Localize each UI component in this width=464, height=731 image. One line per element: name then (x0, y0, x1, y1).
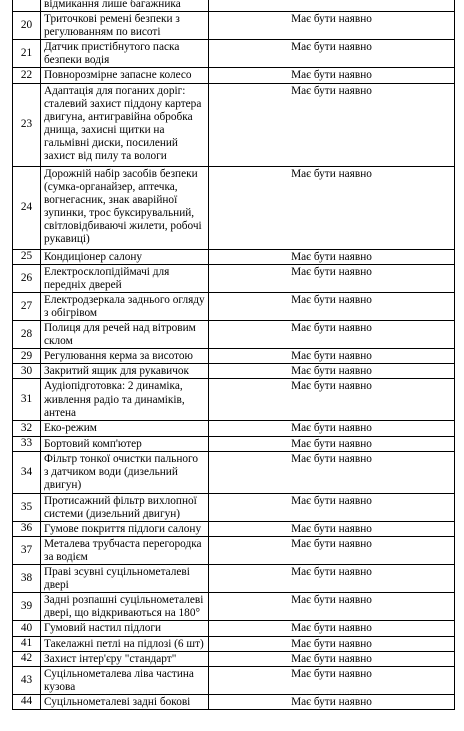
row-number: 30 (13, 364, 41, 379)
row-number: 27 (13, 292, 41, 320)
feature-description: Закритий ящик для рукавичок (41, 364, 209, 379)
row-number: 24 (13, 166, 41, 249)
feature-description: Гумовий настил підлоги (41, 621, 209, 636)
table-row (13, 521, 455, 536)
row-number: 33 (13, 436, 41, 451)
requirement-value: Має бути наявно (209, 68, 455, 83)
row-number: 38 (13, 565, 41, 593)
requirement-value: Має бути наявно (209, 621, 455, 636)
table-row (13, 536, 455, 564)
row-number: 22 (13, 68, 41, 83)
table-row (13, 12, 455, 40)
row-number: 21 (13, 40, 41, 68)
requirement-value: Має бути наявно (209, 666, 455, 694)
feature-description: Задні розпашні суцільнометалеві двері, що відкриваються на 180° (41, 593, 209, 621)
table-row (13, 621, 455, 636)
table-row (13, 249, 455, 264)
feature-description: Захист інтер'єру "стандарт" (41, 651, 209, 666)
row-number: 20 (13, 12, 41, 40)
requirement-value: Має бути наявно (209, 166, 455, 249)
row-number: 35 (13, 493, 41, 521)
requirement-value: Має бути наявно (209, 521, 455, 536)
feature-description: Триточкові ремені безпеки з регулюванням по висоті (41, 12, 209, 40)
table-row (13, 436, 455, 451)
requirement-value: Має бути наявно (209, 349, 455, 364)
row-number: 32 (13, 421, 41, 436)
requirement-value: Має бути наявно (209, 593, 455, 621)
row-number: 37 (13, 536, 41, 564)
requirement-value: Має бути наявно (209, 379, 455, 421)
requirement-value: Має бути наявно (209, 493, 455, 521)
feature-description: Адаптація для поганих доріг: сталевий захист піддону картера двигуна, антигравійна обробка днища, захисні щитки на гальмівні диски, посилений захист від пилу та вологи (41, 83, 209, 166)
requirement-value: Має бути наявно (209, 292, 455, 320)
feature-description: Кондиціонер салону (41, 249, 209, 264)
requirement-value: Має бути наявно (209, 694, 455, 709)
table-row (13, 264, 455, 292)
requirement-value: Має бути наявно (209, 249, 455, 264)
requirement-value: Має бути наявно (209, 364, 455, 379)
table-row (13, 364, 455, 379)
row-number: 36 (13, 521, 41, 536)
table-row (13, 451, 455, 493)
table-row (13, 83, 455, 166)
table-row (13, 40, 455, 68)
row-number: 44 (13, 694, 41, 709)
table-row (13, 666, 455, 694)
requirement-value: Має бути наявно (209, 451, 455, 493)
table-row (13, 292, 455, 320)
feature-description: Металева трубчаста перегородка за водієм (41, 536, 209, 564)
row-number: 40 (13, 621, 41, 636)
feature-description: Регулювання керма за висотою (41, 349, 209, 364)
feature-description: Протисажний фільтр вихлопної системи (дизельний двигун) (41, 493, 209, 521)
table-row (13, 593, 455, 621)
feature-description: Електросклопідіймачі для передніх дверей (41, 264, 209, 292)
feature-description: Суцільнометалева ліва частина кузова (41, 666, 209, 694)
row-number: 39 (13, 593, 41, 621)
table-row (13, 421, 455, 436)
table-row (13, 493, 455, 521)
feature-description: Дорожній набір засобів безпеки (сумка-органайзер, аптечка, вогнегасник, знак аварійної зупинки, трос буксирувальний, світловідбиваючі жилети, робочі рукавиці) (41, 166, 209, 249)
requirement-value: Має бути наявно (209, 264, 455, 292)
feature-description: Такелажні петлі на підлозі (6 шт) (41, 636, 209, 651)
feature-description: Праві зсувні суцільнометалеві двері (41, 565, 209, 593)
row-number: 34 (13, 451, 41, 493)
requirement-value: Має бути наявно (209, 636, 455, 651)
table-row (13, 694, 455, 709)
requirement-value: Має бути наявно (209, 83, 455, 166)
row-number (13, 0, 41, 12)
specification-table (12, 0, 455, 710)
row-number: 42 (13, 651, 41, 666)
feature-description: Фільтр тонкої очистки пального з датчиком води (дизельний двигун) (41, 451, 209, 493)
table-row (13, 636, 455, 651)
table-row (13, 0, 455, 12)
row-number: 43 (13, 666, 41, 694)
row-number: 25 (13, 249, 41, 264)
table-row (13, 651, 455, 666)
feature-description: Електродзеркала заднього огляду з обігрівом (41, 292, 209, 320)
table-row (13, 379, 455, 421)
row-number: 23 (13, 83, 41, 166)
table-row (13, 68, 455, 83)
requirement-value: Має бути наявно (209, 436, 455, 451)
feature-description: Бортовий комп'ютер (41, 436, 209, 451)
row-number: 31 (13, 379, 41, 421)
table-row (13, 565, 455, 593)
row-number: 41 (13, 636, 41, 651)
feature-description: відмикання лише багажника (41, 0, 209, 12)
requirement-value: Має бути наявно (209, 321, 455, 349)
feature-description: Датчик пристібнутого паска безпеки водія (41, 40, 209, 68)
requirement-value (209, 0, 455, 12)
feature-description: Повнорозмірне запасне колесо (41, 68, 209, 83)
table-body (13, 0, 455, 710)
feature-description: Еко-режим (41, 421, 209, 436)
row-number: 29 (13, 349, 41, 364)
feature-description: Аудіопідготовка: 2 динаміка, живлення радіо та динаміків, антена (41, 379, 209, 421)
requirement-value: Має бути наявно (209, 40, 455, 68)
table-row (13, 166, 455, 249)
row-number: 26 (13, 264, 41, 292)
requirement-value: Має бути наявно (209, 12, 455, 40)
table-row (13, 349, 455, 364)
feature-description: Гумове покриття підлоги салону (41, 521, 209, 536)
feature-description: Суцільнометалеві задні бокові (41, 694, 209, 709)
requirement-value: Має бути наявно (209, 421, 455, 436)
table-row (13, 321, 455, 349)
requirement-value: Має бути наявно (209, 651, 455, 666)
requirement-value: Має бути наявно (209, 536, 455, 564)
feature-description: Полиця для речей над вітровим склом (41, 321, 209, 349)
requirement-value: Має бути наявно (209, 565, 455, 593)
row-number: 28 (13, 321, 41, 349)
